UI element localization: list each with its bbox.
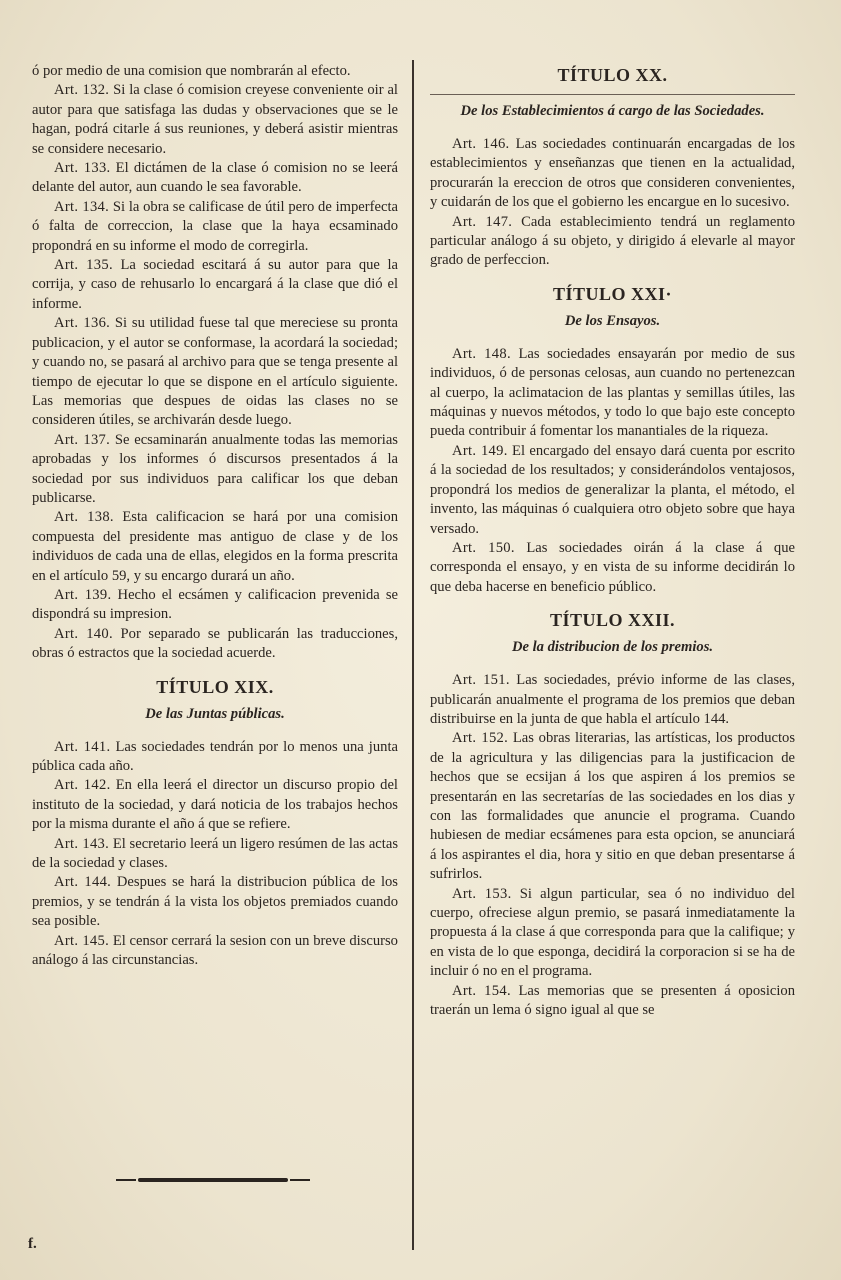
article-text: Las sociedades, prévio informe de las clases, publicarán anualmente el programa de los premios que deban distribuirse en la junta de que habla el artículo 144. (430, 672, 795, 727)
article-paragraph (430, 213, 795, 271)
article-paragraph (32, 81, 398, 159)
article-text: Si su utilidad fuese tal que mereciese su pronta publicacion, y el autor se conformase, la acordará la sociedad; y cuando no, se pasará al archivo para que se tenga presente al tiempo de ejecutar lo que se dispone en el artículo siguiente. Las memorias que despues de oidas las clases no se consideren útiles, se archivarán desde luego. (32, 315, 399, 429)
article-paragraph (32, 198, 398, 256)
article-number: Art. 150. (452, 539, 515, 556)
article-text: Si la clase ó comision creyese conveniente oir al autor para que satisfaga las dudas y observaciones que se le hagan, podrá citarle á sus reuniones, y deberá asistir mientras se considere necesario. (32, 82, 398, 157)
article-number: Art. 152. (452, 730, 509, 747)
article-number: Art. 132. (54, 82, 110, 99)
section-title-xix: TÍTULO XIX. (156, 676, 274, 697)
article-number: Art. 137. (54, 431, 111, 448)
section-subtitle-xxii: De la distribucion de los premios. (511, 639, 714, 656)
article-text: Despues se hará la distribucion pública de los premios, y se tendrán á la vista los objetos premiados cuando sea posible. (32, 874, 398, 930)
article-text: Las sociedades tendrán por lo menos una junta pública cada año. (32, 738, 398, 774)
article-number: Art. 146. (452, 136, 510, 152)
article-paragraph (430, 671, 795, 729)
article-text: Las obras literarias, las artísticas, los productos de la agricultura y las diligencias para la justificacion de hechos que se ecsijan á los que aspiren á los premios se presentarán en las secretarías de las sociedades en los dias y con las formalidades que anuncie el programa. Cuando hubiesen de mediar ecsámenes para esta opcion, se anunciará á los aspirantes el dia, hora y sitio en que deban presentarse á sufrirlos. (430, 730, 795, 883)
article-paragraph (32, 314, 398, 430)
printer-signature: f. (28, 1236, 37, 1252)
article-text: Cada establecimiento tendrá un reglamento particular análogo á su objeto, y dirigido á elevarle al mayor grado de perfeccion. (430, 213, 795, 269)
article-number: Art. 141. (54, 738, 111, 755)
article-paragraph (32, 738, 398, 777)
article-text: ó por medio de una comision que nombrarán al efecto. (32, 63, 351, 79)
article-number: Art. 143. (54, 835, 110, 852)
bottom-ornament-rule (138, 1178, 288, 1182)
section-subtitle-xix: De las Juntas públicas. (145, 705, 285, 722)
article-number: Art. 140. (54, 625, 113, 642)
section-title-xxi: TÍTULO XXI· (552, 283, 673, 304)
article-paragraph (32, 256, 398, 314)
articles-block-xxi (430, 345, 795, 597)
article-paragraph (430, 885, 795, 982)
article-paragraph (430, 982, 795, 1021)
article-paragraph (32, 625, 398, 664)
article-paragraph (32, 873, 398, 931)
article-text: Si la obra se calificase de útil pero de imperfecta ó falta de correccion, la clase que la haya ecsaminado propondrá en su informe el modo de corregirla. (32, 198, 398, 254)
article-paragraph (32, 586, 398, 625)
article-number: Art. 134. (54, 198, 110, 215)
article-number: Art. 151. (452, 672, 510, 689)
article-text: En ella leerá el director un discurso propio del instituto de la sociedad, y dará noticia de los trabajos hechos por la misma durante el año á que se refiere. (32, 777, 398, 833)
article-text: Hecho el ecsámen y calificacion prevenida se dispondrá su impresion. (32, 586, 398, 623)
left-articles-block (32, 62, 398, 664)
article-text: Se ecsaminarán anualmente todas las memorias aprobadas y los informes ó discursos presentados á la sociedad por sus individuos para calificar los que deban publicarse. (32, 431, 398, 506)
article-paragraph (430, 442, 795, 539)
column-divider (412, 60, 414, 1250)
article-number: Art. 149. (452, 442, 508, 459)
left-articles-block-2 (32, 738, 398, 971)
article-text: Si algun particular, sea ó no individuo del cuerpo, ofreciese algun premio, se pasará inmediatamente la propuesta á la clase á que corresponda para que la califique; y en vista de lo que esponga, decidirá la corporacion si se ha de incluir ó no en el programa. (430, 885, 795, 980)
article-number: Art. 135. (54, 257, 113, 274)
left-column (32, 62, 398, 970)
article-text: Las memorias que se presenten á oposicion traerán un lema ó signo igual al que se (430, 982, 796, 1019)
article-text: El censor cerrará la sesion con un breve discurso análogo á las circunstancias. (32, 932, 398, 969)
article-paragraph (32, 835, 398, 874)
section-subtitle-xx: De los Establecimientos á cargo de las Sociedades. (460, 103, 765, 119)
title-rule (430, 94, 795, 95)
section-title-xxii: TÍTULO XXII. (549, 610, 676, 631)
article-number: Art. 148. (452, 345, 511, 362)
article-number: Art. 136. (54, 315, 111, 332)
article-number: Art. 133. (54, 160, 111, 177)
article-text: La sociedad escitará á su autor para que la corrija, y caso de rehusarlo lo encargará á la clase que dió el informe. (32, 257, 398, 312)
article-paragraph (32, 62, 398, 81)
article-paragraph (32, 159, 398, 198)
article-paragraph (430, 729, 795, 884)
article-number: Art. 139. (54, 586, 112, 603)
articles-block-xxii (430, 671, 795, 1020)
article-text: Las sociedades ensayarán por medio de sus individuos, ó de personas celosas, aun cuando no pertenezcan al cuerpo, la aclimatacion de las plantas y semillas útiles, las máquinas y nuevos métodos, y todo lo que bajo este concepto pueda contribuir á fomentar los manantiales de la riqueza. (430, 345, 795, 440)
article-paragraph (32, 431, 398, 509)
article-paragraph (32, 776, 398, 834)
article-text: El encargado del ensayo dará cuenta por escrito á la sociedad de los resultados; y considerándolos ventajosos, propondrá los medios de generalizar la planta, el método, el invento, las máquinas ó cualquiera otro objeto sobre que haya versado. (430, 442, 795, 537)
article-number: Art. 142. (54, 777, 111, 794)
article-number: Art. 153. (452, 885, 512, 902)
article-text: Esta calificacion se hará por una comision compuesta del presidente mas antiguo de clase y de los individuos de cada una de ellas, elegidos en la forma prescrita en el artículo 59, y su encargo durará un año. (32, 509, 398, 584)
article-text: El secretario leerá un ligero resúmen de las actas de la sociedad y clases. (32, 835, 399, 872)
section-subtitle-xxi: De los Ensayos. (564, 312, 661, 329)
article-paragraph (32, 508, 398, 586)
article-text: Las sociedades continuarán encargadas de los establecimientos y enseñanzas que tienen en la actualidad, procurarán la ereccion de otros que consideren convenientes, y cuidarán de los que el gobierno les encargue en lo sucesivo. (430, 136, 796, 211)
article-paragraph (430, 345, 795, 442)
article-text: El dictámen de la clase ó comision no se leerá delante del autor, aun cuando le sea favorable. (32, 160, 398, 196)
article-number: Art. 145. (54, 932, 110, 949)
article-number: Art. 138. (54, 509, 114, 526)
article-text: Las sociedades oirán á la clase á que corresponda el ensayo, y en vista de su informe decidirán lo que deba hacerse en beneficio público. (430, 539, 795, 595)
articles-block-xx (430, 135, 795, 271)
right-column (430, 62, 795, 1020)
article-paragraph (430, 135, 795, 213)
section-title-xx: TÍTULO XX. (557, 65, 668, 85)
article-number: Art. 144. (54, 874, 112, 891)
article-paragraph (32, 932, 398, 971)
article-paragraph (430, 539, 795, 597)
article-text: Por separado se publicarán las traducciones, obras ó estractos que la sociedad acuerde. (32, 625, 398, 662)
article-number: Art. 154. (452, 982, 511, 999)
article-number: Art. 147. (452, 213, 513, 230)
